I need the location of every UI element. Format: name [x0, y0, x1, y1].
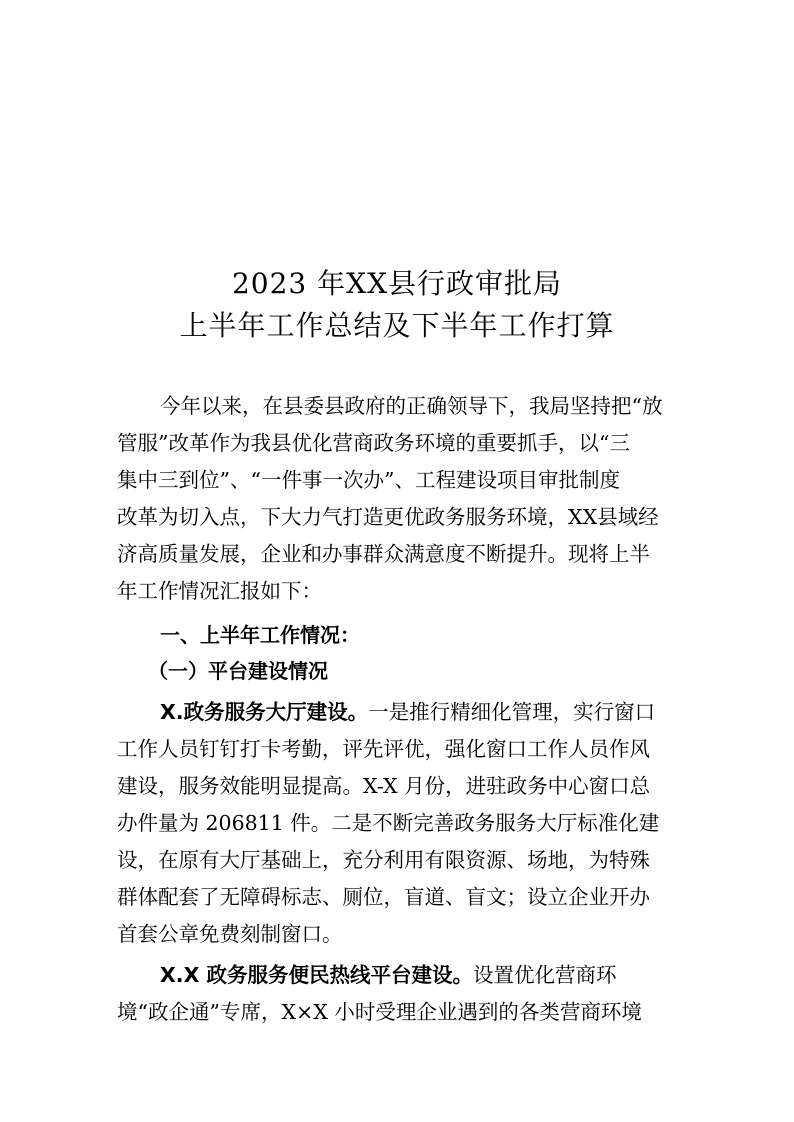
item2-line: 境“政企通”专席，X×X 小时受理企业遇到的各类营商环境: [117, 1000, 642, 1024]
subsection-heading: （一）平台建设情况: [148, 659, 328, 683]
intro-line: 管服”改革作为我县优化营商政务环境的重要抓手，以“三: [117, 431, 630, 455]
item1-first-line-text: 一是推行精细化管理，实行窗口: [368, 700, 656, 724]
document-title-line-2: 上半年工作总结及下半年工作打算: [179, 309, 615, 342]
item1-first-line: [160, 694, 730, 731]
item1-line: 设，在原有大厅基础上，充分利用有限资源、场地，为特殊: [117, 848, 650, 872]
intro-line: 改革为切入点，下大力气打造更优政务服务环境，XX县域经: [117, 505, 659, 529]
item1-line: 工作人员钉钉打卡考勤，评先评优，强化窗口工作人员作风: [117, 737, 650, 761]
document-title-line-1: 2023 年XX县行政审批局: [231, 267, 563, 300]
item2-lead: X.X 政务服务便民热线平台建设。: [160, 963, 474, 987]
item2-first-line: [160, 957, 730, 994]
item1-line: 办件量为 206811 件。二是不断完善政务服务大厅标准化建: [117, 811, 660, 835]
item1-lead: X.政务服务大厅建设。: [160, 700, 369, 724]
item1-line: 首套公章免费刻制窗口。: [117, 922, 343, 946]
item2-first-line-text: 设置优化营商环: [473, 963, 617, 987]
intro-line: 集中三到位”、“一件事一次办”、工程建设项目审批制度: [117, 468, 620, 492]
item1-line: 建设，服务效能明显提高。X-X 月份，进驻政务中心窗口总: [117, 774, 651, 798]
item1-line: 群体配套了无障碍标志、厕位，盲道、盲文；设立企业开办: [117, 885, 650, 909]
section-heading: 一、上半年工作情况：: [160, 623, 360, 647]
intro-line: 济高质量发展，企业和办事群众满意度不断提升。现将上半: [117, 542, 650, 566]
intro-line: 今年以来，在县委县政府的正确领导下，我局坚持把“放: [160, 394, 663, 418]
intro-line: 年工作情况汇报如下：: [117, 579, 322, 603]
